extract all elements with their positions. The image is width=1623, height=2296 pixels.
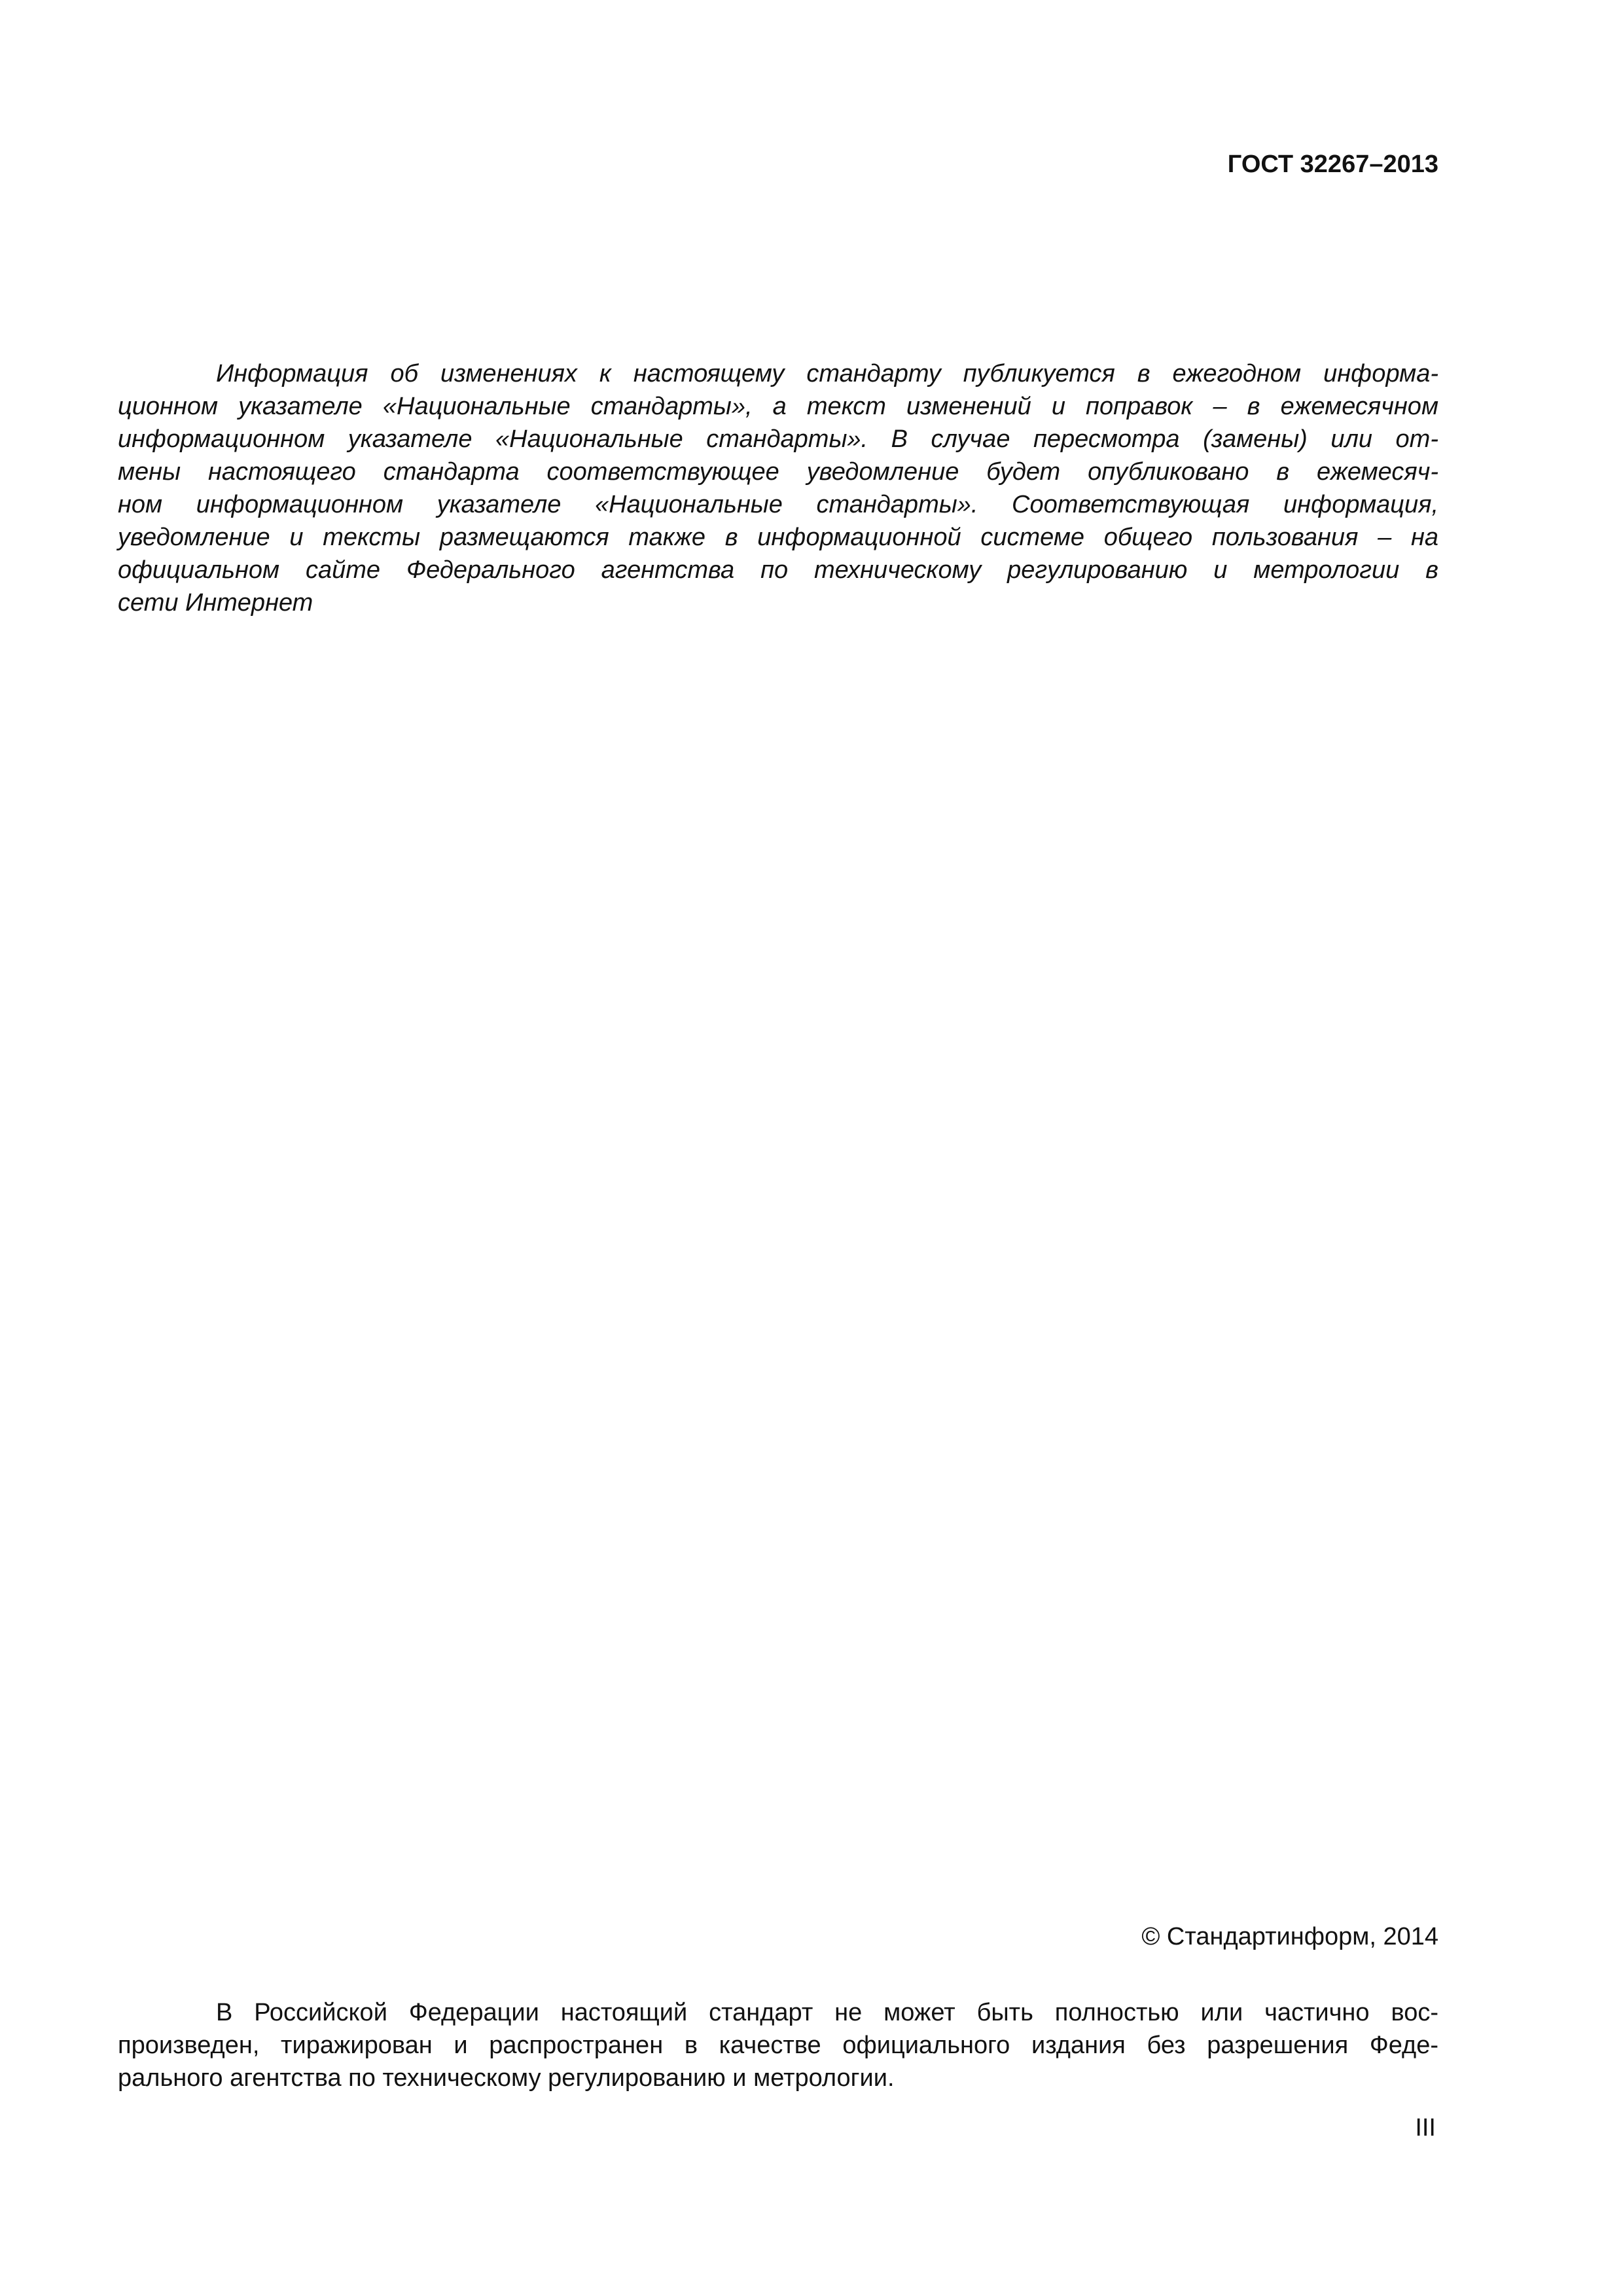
info-notice-line: официальном сайте Федерального агентства по техническому регулированию и метрологии в [118, 556, 1438, 584]
info-notice-line: Информация об изменениях к настоящему стандарту публикуется в ежегодном информа- [216, 360, 1438, 387]
info-notice-line: мены настоящего стандарта соответствующее уведомление будет опубликовано в ежемесяч- [118, 458, 1438, 486]
info-notice-paragraph [118, 357, 1438, 619]
copyright-notice: © Стандартинформ, 2014 [1141, 1923, 1438, 1950]
reproduction-restriction-paragraph [118, 1996, 1438, 2094]
page-number: III [1415, 2114, 1436, 2142]
restriction-line: рального агентства по техническому регулированию и метрологии. [118, 2064, 895, 2092]
info-notice-line: информационном указателе «Национальные стандарты». В случае пересмотра (замены) или от- [118, 425, 1438, 453]
info-notice-line: уведомление и тексты размещаются также в информационной системе общего пользования – на [118, 524, 1438, 551]
info-notice-line: сети Интернет [118, 589, 313, 617]
info-notice-line: ционном указателе «Национальные стандарты», а текст изменений и поправок – в ежемесячном [118, 393, 1438, 420]
document-code: ГОСТ 32267–2013 [1227, 151, 1438, 178]
restriction-line: В Российской Федерации настоящий стандарт не может быть полностью или частично вос- [216, 1999, 1438, 2026]
info-notice-line: ном информационном указателе «Национальные стандарты». Соответствующая информация, [118, 491, 1438, 518]
restriction-line: произведен, тиражирован и распространен в качестве официального издания без разрешения Феде- [118, 2032, 1438, 2059]
